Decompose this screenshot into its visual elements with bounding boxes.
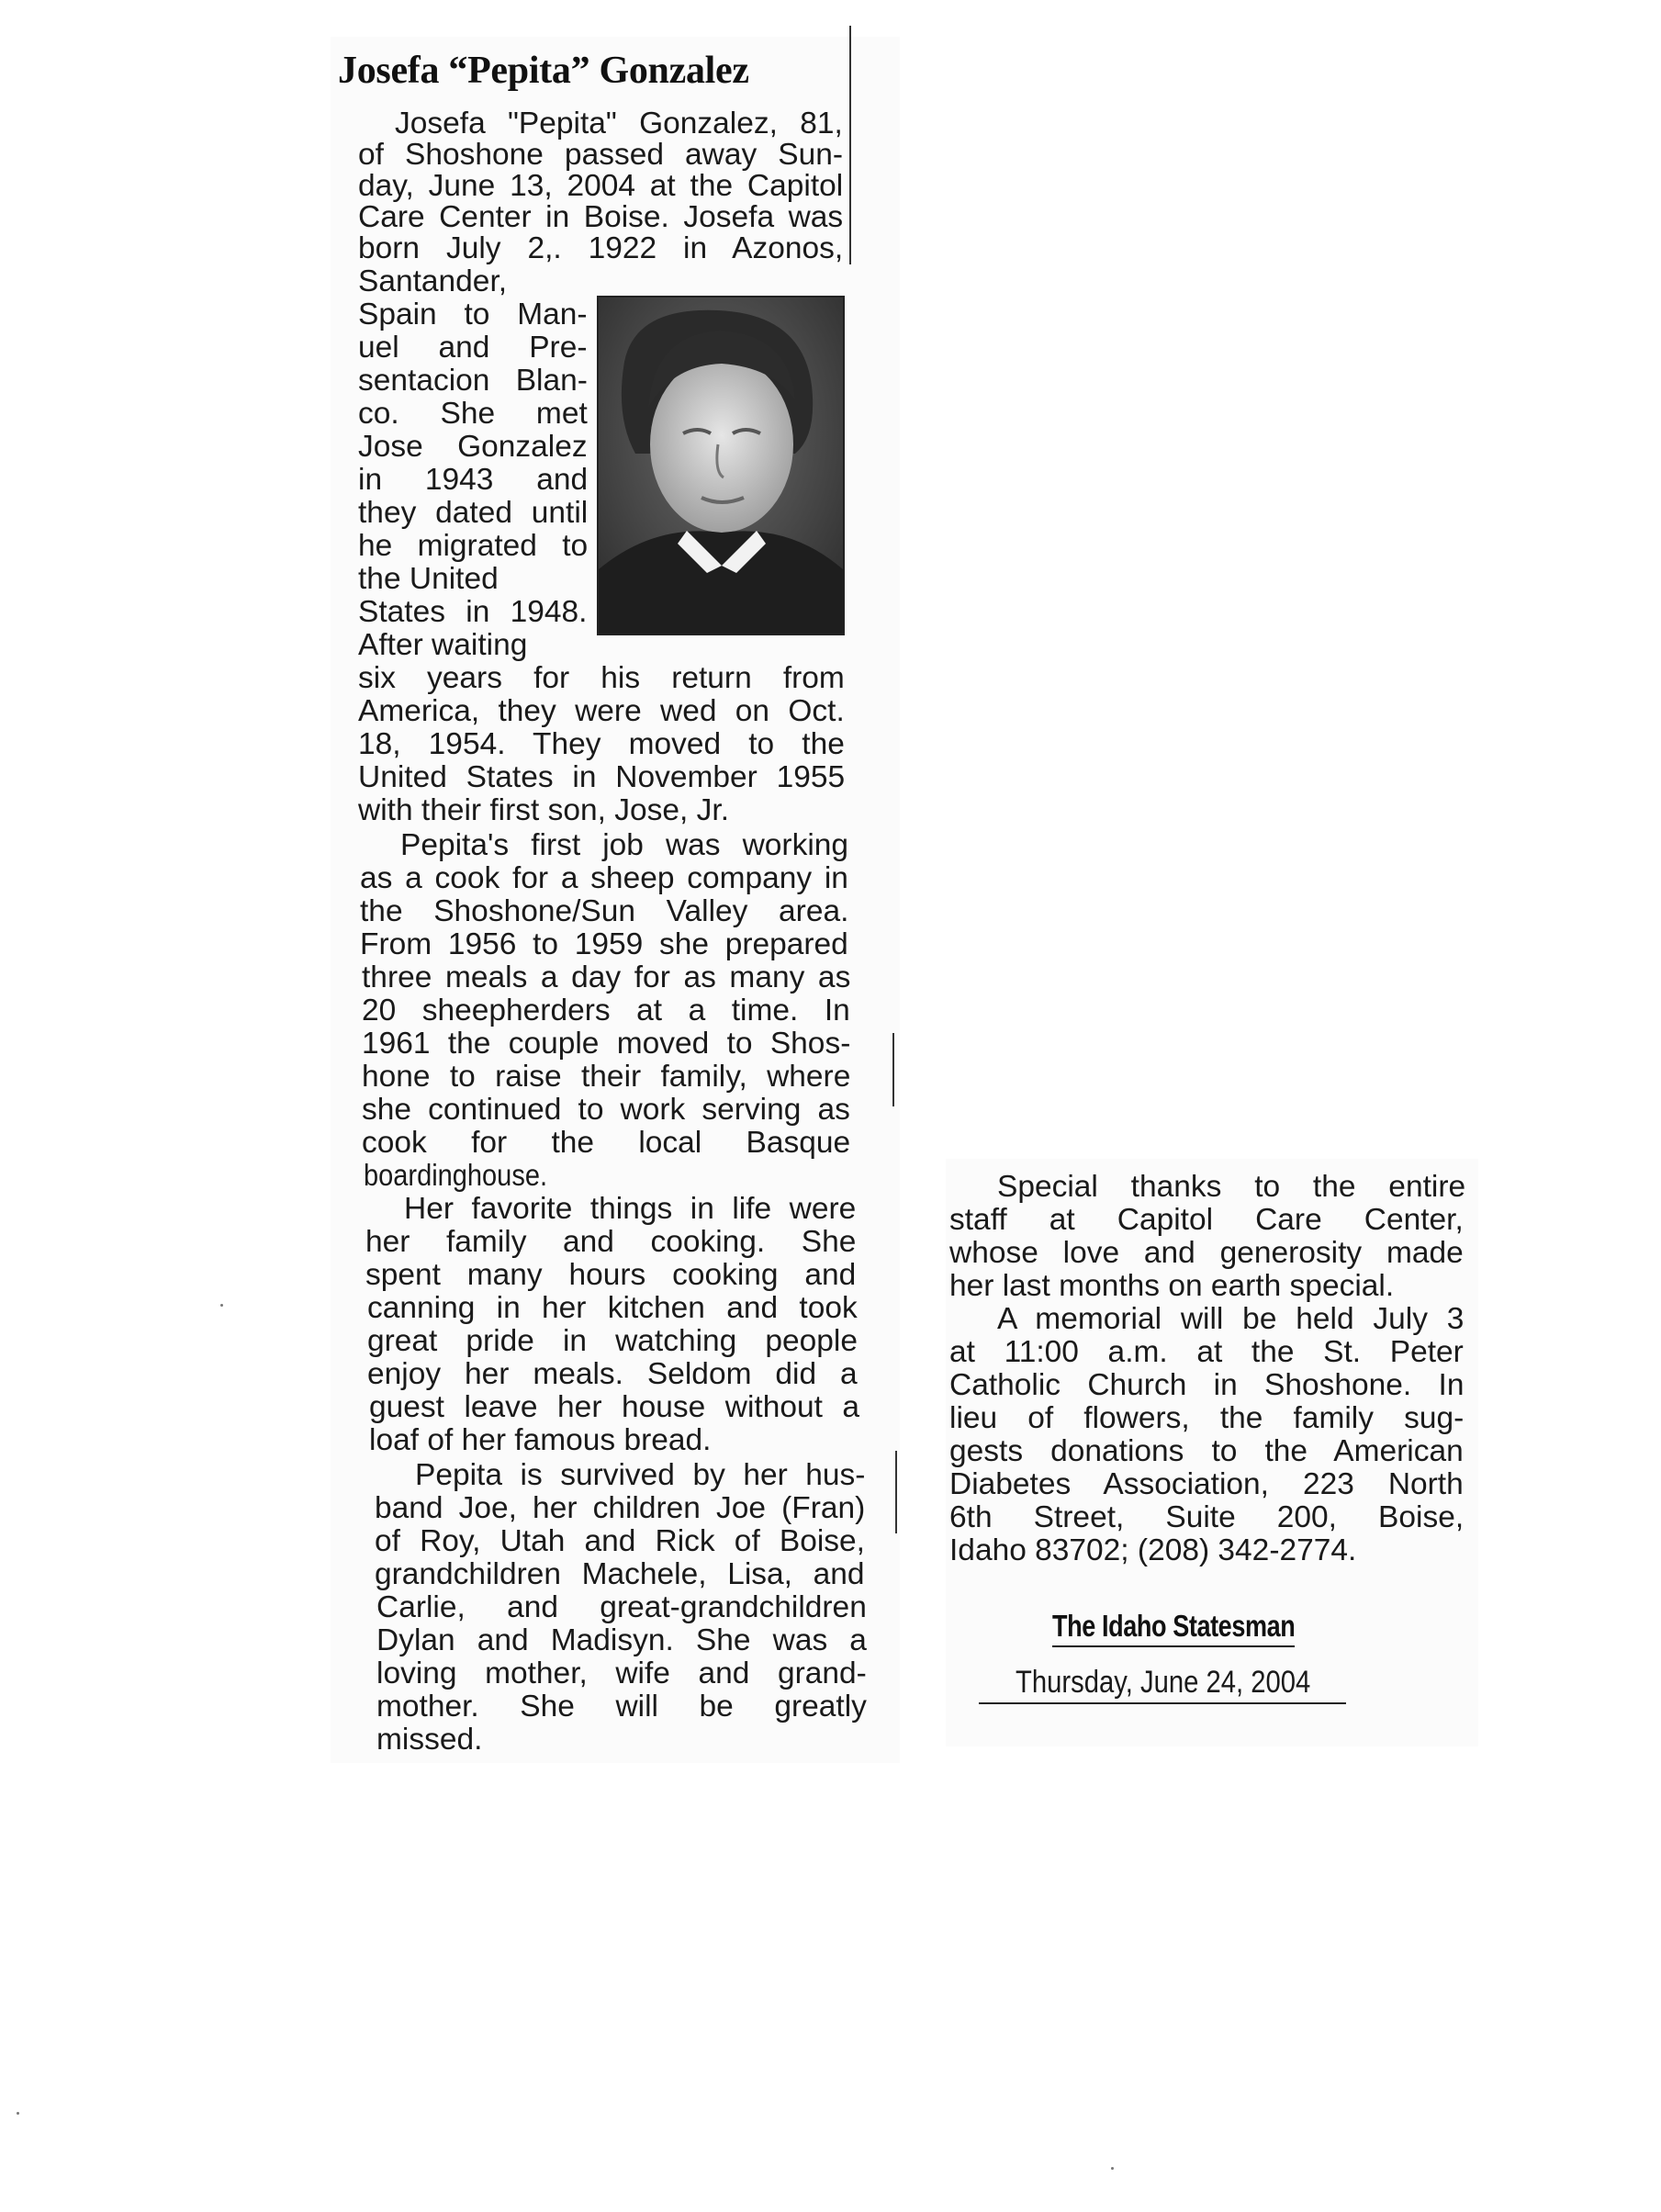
publication-date: Thursday, June 24, 2004 — [1016, 1665, 1311, 1700]
obituary-text-line: spent many hours cooking and — [365, 1258, 857, 1292]
obituary-text-line: Care Center in Boise. Josefa was — [358, 200, 844, 234]
obituary-text-line: of Shoshone passed away Sun- — [358, 138, 844, 172]
obituary-text-line: as a cook for a sheep company in — [360, 861, 848, 895]
newspaper-name: The Idaho Statesman — [1052, 1609, 1295, 1647]
obituary-text-line: Jose Gonzalez — [358, 430, 588, 464]
obituary-text-line: Santander, — [358, 264, 508, 298]
scan-speck — [1111, 2167, 1114, 2170]
obituary-text-line: uel and Pre- — [358, 331, 588, 365]
obituary-text-line: sentacion Blan- — [358, 364, 588, 398]
obituary-text-line: Pepita's first job was working — [400, 828, 849, 862]
memorial-text-line: staff at Capitol Care Center, — [949, 1203, 1464, 1237]
obituary-text-line: 20 sheepherders at a time. In — [362, 994, 850, 1027]
obituary-text-line: great pride in watching people — [367, 1324, 858, 1358]
memorial-text-line: her last months on earth special. — [949, 1269, 1395, 1303]
memorial-text-line: at 11:00 a.m. at the St. Peter — [949, 1335, 1464, 1369]
memorial-text-line: Diabetes Association, 223 North — [949, 1467, 1464, 1501]
obituary-text-line: 18, 1954. They moved to the — [358, 727, 845, 761]
obituary-text-line: of Roy, Utah and Rick of Boise, — [375, 1524, 865, 1558]
column-rule — [892, 1033, 894, 1106]
obituary-text-line: canning in her kitchen and took — [367, 1291, 858, 1325]
obituary-text-line: born July 2,. 1922 in Azonos, — [358, 231, 844, 265]
obituary-text-line: Dylan and Madisyn. She was a — [376, 1623, 867, 1657]
obituary-text-line: Her favorite things in life were — [404, 1192, 857, 1226]
obituary-text-line: band Joe, her children Joe (Fran) — [375, 1491, 866, 1525]
obituary-text-line: States in 1948. — [358, 595, 588, 629]
portrait-photo — [597, 296, 845, 635]
obituary-text-line: 1961 the couple moved to Shos- — [362, 1027, 851, 1061]
memorial-text-line: Catholic Church in Shoshone. In — [949, 1368, 1465, 1402]
obituary-text-line: America, they were wed on Oct. — [358, 694, 845, 728]
memorial-text-line: gests donations to the American — [949, 1434, 1464, 1468]
obituary-text-line: co. She met — [358, 397, 588, 431]
date-underline — [979, 1702, 1346, 1704]
obituary-text-line: three meals a day for as many as — [362, 960, 851, 994]
obituary-text-line: cook for the local Basque — [362, 1126, 851, 1160]
memorial-text-line: 6th Street, Suite 200, Boise, — [949, 1500, 1465, 1534]
memorial-text-line: whose love and generosity made — [949, 1236, 1464, 1270]
obituary-text-line: they dated until — [358, 496, 589, 530]
obituary-text-line: grandchildren Machele, Lisa, and — [375, 1557, 865, 1591]
obituary-text-line: the United — [358, 562, 499, 596]
portrait-image — [599, 298, 843, 634]
obituary-text-line: day, June 13, 2004 at the Capitol — [358, 169, 844, 203]
obituary-text-line: Josefa "Pepita" Gonzalez, 81, — [395, 107, 843, 140]
obituary-text-line: guest leave her house without a — [369, 1390, 860, 1424]
obituary-text-line: Spain to Man- — [358, 298, 588, 331]
obituary-text-line: her family and cooking. She — [365, 1225, 857, 1259]
obituary-text-line: he migrated to — [358, 529, 589, 563]
obituary-text-line: hone to raise their family, where — [362, 1060, 851, 1094]
obituary-text-line: From 1956 to 1959 she prepared — [360, 927, 848, 961]
obituary-text-line: enjoy her meals. Seldom did a — [367, 1357, 858, 1391]
obituary-text-line: United States in November 1955 — [358, 760, 846, 794]
obituary-headline: Josefa “Pepita” Gonzalez — [338, 50, 749, 92]
obituary-text-line: with their first son, Jose, Jr. — [358, 793, 729, 827]
obituary-text-line: mother. She will be greatly — [376, 1690, 867, 1724]
memorial-text-line: A memorial will be held July 3 — [997, 1302, 1465, 1336]
obituary-text-line: six years for his return from — [358, 661, 845, 695]
obituary-text-line: in 1943 and — [358, 463, 589, 497]
obituary-text-line: Carlie, and great-grandchildren — [376, 1590, 867, 1624]
scan-speck — [17, 2112, 19, 2115]
obituary-text-line: missed. — [376, 1723, 483, 1757]
obituary-text-line: the Shoshone/Sun Valley area. — [360, 894, 849, 928]
obituary-text-line: After waiting — [358, 628, 528, 662]
obituary-text-line: loving mother, wife and grand- — [376, 1656, 867, 1690]
scan-speck — [220, 1304, 223, 1307]
obituary-text-line: boardinghouse. — [364, 1159, 548, 1193]
obituary-text-line: Pepita is survived by her hus- — [415, 1458, 866, 1492]
memorial-text-line: Idaho 83702; (208) 342-2774. — [949, 1533, 1357, 1567]
memorial-text-line: Special thanks to the entire — [997, 1170, 1466, 1204]
obituary-text-line: she continued to work serving as — [362, 1093, 850, 1127]
memorial-text-line: lieu of flowers, the family sug- — [949, 1401, 1465, 1435]
column-rule — [895, 1451, 897, 1533]
obituary-text-line: loaf of her famous bread. — [369, 1423, 712, 1457]
